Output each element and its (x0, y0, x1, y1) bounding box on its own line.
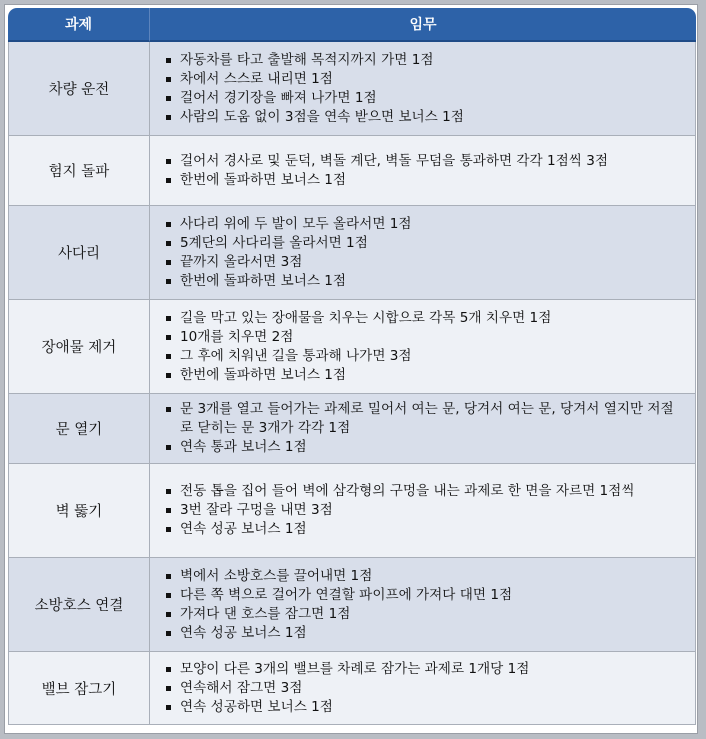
list-item: 차에서 스스로 내리면 1점 (164, 70, 685, 89)
list-item: 3번 잘라 구멍을 내면 3점 (164, 501, 685, 520)
header-task: 과제 (8, 8, 149, 42)
mission-list (164, 309, 685, 385)
list-item: 그 후에 치워낸 길을 통과해 나가면 3점 (164, 347, 685, 366)
task-cell: 밸브 잠그기 (8, 652, 149, 725)
list-item: 연속 성공 보너스 1점 (164, 624, 685, 643)
header-mission: 임무 (149, 8, 696, 42)
mission-list (164, 215, 685, 291)
mission-cell (149, 300, 696, 394)
mission-cell (149, 394, 696, 464)
list-item: 사람의 도움 없이 3점을 연속 받으면 보너스 1점 (164, 108, 685, 127)
list-item: 모양이 다른 3개의 밸브를 차례로 잠가는 과제로 1개당 1점 (164, 660, 685, 679)
mission-cell (149, 206, 696, 300)
list-item: 한번에 돌파하면 보너스 1점 (164, 366, 685, 385)
task-cell: 험지 돌파 (8, 136, 149, 206)
mission-cell (149, 652, 696, 725)
mission-table (8, 8, 696, 725)
list-item: 걸어서 경사로 및 둔덕, 벽돌 계단, 벽돌 무덤을 통과하면 각각 1점씩 3점 (164, 152, 685, 171)
list-item: 벽에서 소방호스를 끌어내면 1점 (164, 567, 685, 586)
list-item: 연속 성공하면 보너스 1점 (164, 698, 685, 717)
table-frame (4, 4, 698, 734)
list-item: 연속해서 잠그면 3점 (164, 679, 685, 698)
task-cell: 문 열기 (8, 394, 149, 464)
list-item: 연속 성공 보너스 1점 (164, 520, 685, 539)
list-item: 전동 톱을 집어 들어 벽에 삼각형의 구멍을 내는 과제로 한 면을 자르면 1점씩 (164, 482, 685, 501)
mission-list (164, 567, 685, 643)
list-item: 가져다 댄 호스를 잠그면 1점 (164, 605, 685, 624)
mission-cell (149, 42, 696, 136)
mission-list (164, 400, 685, 457)
mission-list (164, 660, 685, 717)
list-item: 걸어서 경기장을 빠져 나가면 1점 (164, 89, 685, 108)
list-item: 연속 통과 보너스 1점 (164, 438, 685, 457)
mission-list (164, 152, 685, 190)
list-item: 길을 막고 있는 장애물을 치우는 시합으로 각목 5개 치우면 1점 (164, 309, 685, 328)
mission-list (164, 482, 685, 539)
list-item: 한번에 돌파하면 보너스 1점 (164, 272, 685, 291)
task-cell: 장애물 제거 (8, 300, 149, 394)
mission-cell (149, 558, 696, 652)
task-cell: 벽 뚫기 (8, 464, 149, 558)
list-item: 문 3개를 열고 들어가는 과제로 밀어서 여는 문, 당겨서 여는 문, 당겨서 열지만 저절로 닫히는 문 3개가 각각 1점 (164, 400, 685, 438)
list-item: 한번에 돌파하면 보너스 1점 (164, 171, 685, 190)
list-item: 5계단의 사다리를 올라서면 1점 (164, 234, 685, 253)
list-item: 끝까지 올라서면 3점 (164, 253, 685, 272)
mission-cell (149, 464, 696, 558)
task-cell: 사다리 (8, 206, 149, 300)
list-item: 사다리 위에 두 발이 모두 올라서면 1점 (164, 215, 685, 234)
list-item: 10개를 치우면 2점 (164, 328, 685, 347)
task-cell: 소방호스 연결 (8, 558, 149, 652)
mission-list (164, 51, 685, 127)
list-item: 자동차를 타고 출발해 목적지까지 가면 1점 (164, 51, 685, 70)
mission-cell (149, 136, 696, 206)
task-cell: 차량 운전 (8, 42, 149, 136)
list-item: 다른 쪽 벽으로 걸어가 연결할 파이프에 가져다 대면 1점 (164, 586, 685, 605)
